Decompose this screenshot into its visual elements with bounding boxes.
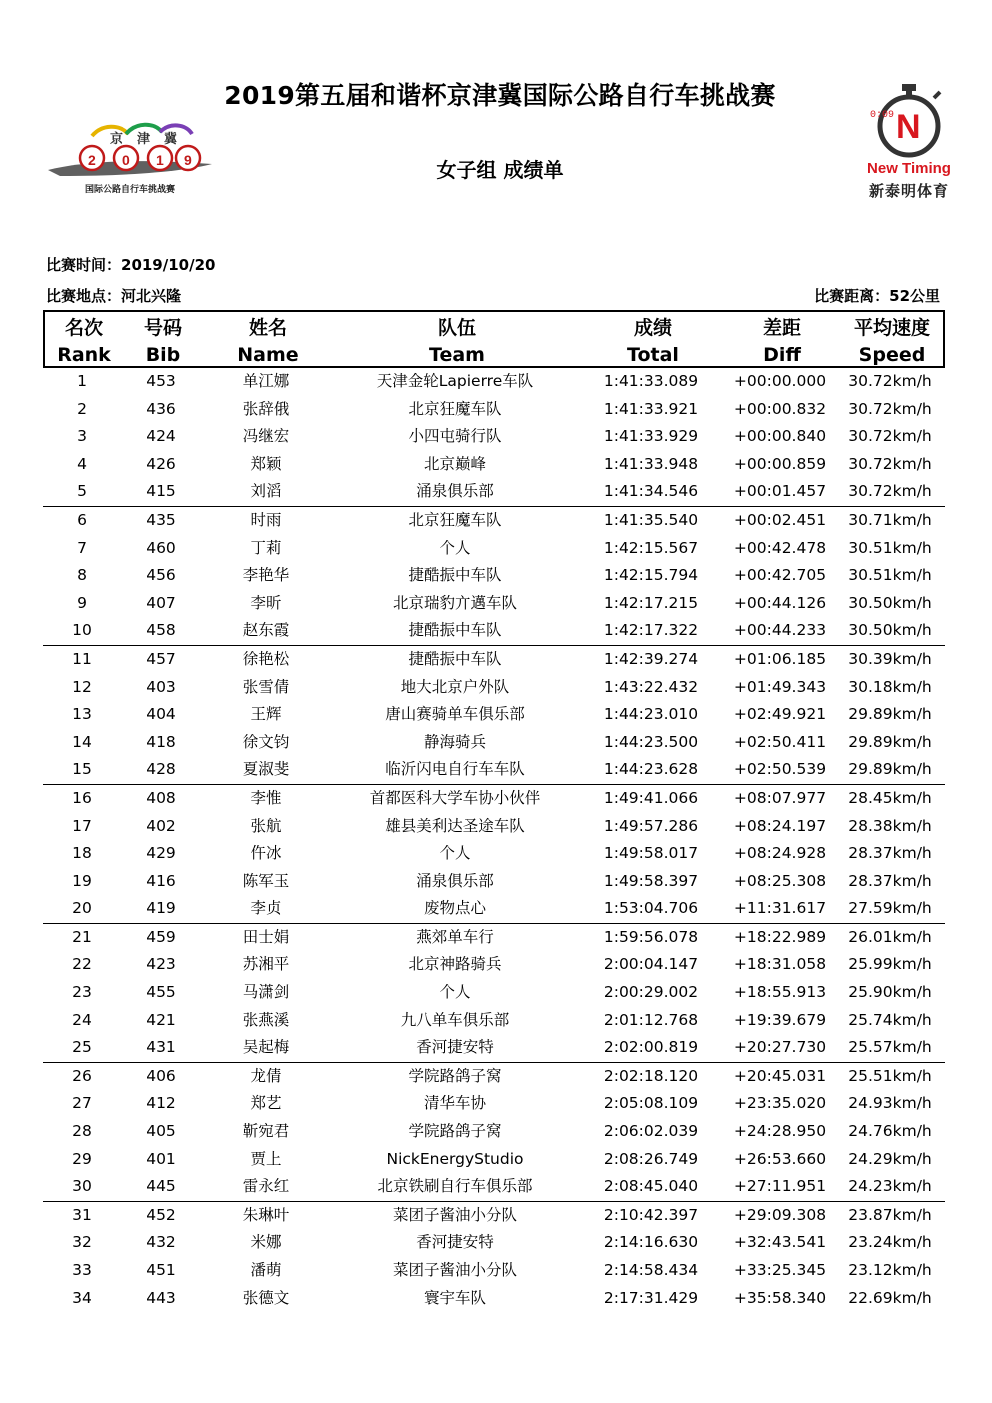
- results-table: [43, 310, 945, 1312]
- header-total: 成绩 Total: [627, 317, 679, 366]
- cell-name: 龙倩: [250, 1066, 282, 1085]
- cell-diff: +00:44.126: [733, 593, 827, 612]
- cell-team: 北京巅峰: [423, 454, 486, 473]
- cell-rank: 22: [72, 955, 92, 974]
- logo-digit: 0: [122, 152, 130, 168]
- cell-total: 2:08:45.040: [603, 1177, 699, 1196]
- cell-diff: +08:07.977: [733, 788, 827, 807]
- table-row: [43, 701, 945, 729]
- table-row: [43, 478, 945, 507]
- cell-speed: 23.87km/h: [848, 1205, 932, 1224]
- logo-digit: 1: [156, 152, 164, 168]
- table-row: [43, 1118, 945, 1146]
- cell-rank: 20: [72, 899, 92, 918]
- table-row: [43, 1007, 945, 1035]
- cell-diff: +01:49.343: [733, 677, 827, 696]
- cell-diff: +35:58.340: [733, 1288, 827, 1307]
- cell-name: 吴起梅: [242, 1038, 290, 1057]
- cell-rank: 27: [72, 1094, 92, 1113]
- cell-diff: +29:09.308: [733, 1205, 827, 1224]
- cell-rank: 4: [77, 454, 87, 473]
- cell-total: 2:06:02.039: [603, 1122, 699, 1141]
- cell-speed: 30.72km/h: [848, 482, 932, 501]
- race-location: 比赛地点：河北兴隆: [46, 287, 182, 305]
- cell-total: 1:41:33.929: [603, 427, 699, 446]
- race-date: 比赛时间：2019/10/20: [46, 256, 216, 274]
- cell-speed: 24.23km/h: [848, 1177, 932, 1196]
- cell-diff: +20:27.730: [733, 1038, 827, 1057]
- cell-name: 朱琳叶: [242, 1205, 290, 1224]
- logo-text: 京津冀: [110, 132, 192, 147]
- cell-diff: +27:11.951: [733, 1177, 827, 1196]
- cell-bib: 451: [146, 1261, 176, 1279]
- cell-bib: 405: [146, 1122, 176, 1141]
- cell-rank: 15: [72, 760, 92, 779]
- cell-bib: 426: [146, 454, 176, 473]
- cell-rank: 10: [72, 621, 92, 640]
- cell-total: 2:02:00.819: [603, 1038, 699, 1057]
- header-name: 姓名 Name: [237, 317, 299, 366]
- cell-name: 李贞: [250, 899, 282, 918]
- cell-team: 北京铁刷自行车俱乐部: [377, 1177, 533, 1196]
- cell-diff: +00:42.705: [733, 566, 827, 585]
- cell-total: 1:49:57.286: [603, 816, 699, 835]
- cell-speed: 30.50km/h: [848, 593, 932, 612]
- cell-name: 张辞俄: [242, 399, 290, 418]
- logo-digit: 2: [88, 152, 96, 168]
- cell-rank: 8: [77, 566, 87, 585]
- table-row: [43, 1257, 945, 1285]
- cell-total: 1:42:17.215: [603, 593, 699, 612]
- logo-digit: 9: [184, 152, 192, 168]
- cell-speed: 29.89km/h: [848, 760, 932, 779]
- cell-name: 郑艺: [250, 1094, 282, 1113]
- cell-bib: 415: [146, 482, 176, 501]
- cell-diff: +18:31.058: [733, 955, 827, 974]
- cell-rank: 13: [72, 705, 92, 724]
- table-row: [43, 535, 945, 563]
- cell-diff: +08:25.308: [733, 871, 827, 890]
- cell-diff: +00:44.233: [733, 621, 827, 640]
- cell-total: 1:49:41.066: [603, 788, 699, 807]
- table-row: [43, 895, 945, 924]
- table-row: [43, 756, 945, 785]
- table-row: [43, 840, 945, 868]
- cell-rank: 18: [72, 844, 92, 863]
- cell-diff: +01:06.185: [733, 649, 827, 668]
- cell-speed: 25.90km/h: [848, 983, 932, 1002]
- cell-speed: 26.01km/h: [848, 927, 932, 946]
- header-rank: 名次 Rank: [57, 317, 111, 366]
- cell-team: 天津金轮Lapierre车队: [376, 372, 534, 390]
- cell-total: 1:49:58.017: [603, 844, 699, 863]
- cell-team: 香河捷安特: [416, 1038, 494, 1057]
- cell-name: 马潇剑: [242, 983, 290, 1002]
- cell-team: 九八单车俱乐部: [400, 1010, 510, 1029]
- cell-bib: 404: [146, 705, 176, 724]
- cell-bib: 456: [146, 566, 176, 585]
- header-speed: 平均速度 Speed: [853, 317, 930, 366]
- cell-rank: 26: [72, 1066, 92, 1085]
- cell-speed: 30.72km/h: [848, 372, 932, 390]
- header-bib: 号码 Bib: [143, 317, 182, 366]
- cell-total: 1:44:23.010: [603, 705, 699, 724]
- clock-text: 0:09: [870, 110, 895, 121]
- cell-speed: 30.72km/h: [848, 399, 932, 418]
- cell-bib: 403: [146, 677, 176, 696]
- cell-speed: 28.37km/h: [848, 844, 932, 863]
- cell-speed: 29.89km/h: [848, 732, 932, 751]
- cell-bib: 402: [146, 816, 176, 835]
- header-team: 队伍 Team: [429, 317, 485, 366]
- cell-rank: 7: [77, 538, 87, 557]
- cell-diff: +00:00.859: [733, 454, 827, 473]
- cell-team: 学院路鸽子窝: [408, 1066, 502, 1085]
- cell-rank: 32: [72, 1233, 92, 1252]
- table-row: [43, 868, 945, 896]
- cell-name: 刘滔: [250, 482, 282, 501]
- cell-team: 个人: [439, 538, 471, 557]
- cell-bib: 435: [146, 510, 176, 529]
- cell-speed: 28.45km/h: [848, 788, 932, 807]
- cell-bib: 460: [146, 538, 176, 557]
- table-row: [43, 924, 945, 952]
- cell-speed: 30.71km/h: [848, 510, 932, 529]
- cell-total: 1:44:23.628: [603, 760, 699, 779]
- table-header: [43, 310, 945, 368]
- cell-total: 1:42:15.567: [603, 538, 699, 557]
- cell-diff: +24:28.950: [733, 1122, 827, 1141]
- cell-bib: 406: [146, 1066, 176, 1085]
- cell-rank: 14: [72, 732, 92, 751]
- cell-bib: 452: [146, 1205, 176, 1224]
- cell-name: 郑颖: [250, 454, 282, 473]
- cell-rank: 6: [77, 510, 87, 529]
- cell-total: 1:41:34.546: [603, 482, 699, 501]
- cell-bib: 407: [146, 593, 176, 612]
- cell-name: 冯继宏: [242, 427, 290, 446]
- cell-diff: +00:02.451: [733, 510, 827, 529]
- cell-diff: +20:45.031: [733, 1066, 827, 1085]
- table-row: [43, 674, 945, 702]
- cell-total: 1:59:56.078: [603, 927, 699, 946]
- cell-diff: +00:00.840: [733, 427, 827, 446]
- table-row: [43, 813, 945, 841]
- cell-name: 丁莉: [250, 538, 282, 557]
- cell-team: 清华车协: [423, 1094, 486, 1113]
- cell-bib: 445: [146, 1177, 176, 1196]
- cell-team: 北京神路骑兵: [408, 955, 502, 974]
- cell-team: 学院路鸽子窝: [408, 1122, 502, 1141]
- cell-bib: 453: [146, 372, 176, 390]
- cell-diff: +26:53.660: [733, 1149, 827, 1168]
- logo-caption: 国际公路自行车挑战赛: [84, 185, 175, 195]
- table-row: [43, 951, 945, 979]
- table-row: [43, 1034, 945, 1063]
- cell-name: 雷永红: [242, 1177, 290, 1196]
- cell-bib: 429: [146, 844, 176, 863]
- cell-total: 2:14:16.630: [603, 1233, 699, 1252]
- cell-team: 涌泉俱乐部: [416, 482, 494, 501]
- cell-name: 张航: [250, 816, 282, 835]
- cell-total: 2:02:18.120: [603, 1066, 699, 1085]
- table-row: [43, 1229, 945, 1257]
- cell-diff: +02:50.411: [733, 732, 827, 751]
- cell-diff: +19:39.679: [733, 1010, 827, 1029]
- cell-team: 寰宇车队: [423, 1288, 486, 1307]
- cell-rank: 17: [72, 816, 92, 835]
- table-row: [43, 562, 945, 590]
- cell-rank: 21: [72, 927, 92, 946]
- cell-bib: 419: [146, 899, 176, 918]
- cell-bib: 423: [146, 955, 176, 974]
- cell-bib: 443: [146, 1288, 176, 1307]
- cell-name: 苏湘平: [242, 955, 290, 974]
- cell-name: 靳宛君: [242, 1122, 290, 1141]
- cell-diff: +02:49.921: [733, 705, 827, 724]
- cell-speed: 25.51km/h: [848, 1066, 932, 1085]
- table-row: [43, 1146, 945, 1174]
- cell-diff: +18:22.989: [733, 927, 827, 946]
- cell-bib: 455: [146, 983, 176, 1002]
- cell-rank: 23: [72, 983, 92, 1002]
- cell-speed: 30.51km/h: [848, 566, 932, 585]
- table-row: [43, 1285, 945, 1313]
- cell-rank: 12: [72, 677, 92, 696]
- cell-bib: 412: [146, 1094, 176, 1113]
- cell-team: 北京狂魔车队: [408, 399, 502, 418]
- cell-bib: 428: [146, 760, 176, 779]
- cell-speed: 25.74km/h: [848, 1010, 932, 1029]
- cell-team: 废物点心: [423, 899, 486, 918]
- cell-speed: 24.76km/h: [848, 1122, 932, 1141]
- cell-diff: +00:00.000: [733, 372, 827, 390]
- table-row: [43, 979, 945, 1007]
- cell-name: 单江娜: [242, 372, 290, 390]
- cell-rank: 1: [77, 372, 87, 390]
- event-logo: [40, 118, 220, 200]
- cell-bib: 436: [146, 399, 176, 418]
- cell-team: 地大北京户外队: [400, 677, 510, 696]
- cell-name: 贾上: [250, 1149, 282, 1168]
- cell-team: NickEnergyStudio: [386, 1149, 524, 1168]
- brand-name-cn: 新泰明体育: [868, 182, 949, 200]
- cell-rank: 16: [72, 788, 92, 807]
- table-row: [43, 1202, 945, 1230]
- cell-total: 2:08:26.749: [603, 1149, 699, 1168]
- cell-name: 徐文钧: [242, 732, 290, 751]
- cell-name: 陈军玉: [242, 871, 290, 890]
- cell-rank: 34: [72, 1288, 92, 1307]
- cell-total: 2:00:29.002: [603, 983, 699, 1002]
- cell-diff: +00:00.832: [733, 399, 827, 418]
- cell-bib: 401: [146, 1149, 176, 1168]
- cell-bib: 431: [146, 1038, 176, 1057]
- timing-letter: N: [896, 108, 921, 146]
- cell-name: 李惟: [250, 788, 282, 807]
- cell-rank: 5: [77, 482, 87, 501]
- cell-rank: 28: [72, 1122, 92, 1141]
- cell-diff: +11:31.617: [733, 899, 827, 918]
- cell-rank: 31: [72, 1205, 92, 1224]
- table-body: [43, 368, 945, 1312]
- cell-total: 2:10:42.397: [603, 1205, 699, 1224]
- cell-name: 张德文: [242, 1288, 290, 1307]
- cell-team: 涌泉俱乐部: [416, 871, 494, 890]
- cell-name: 米娜: [250, 1233, 282, 1252]
- cell-team: 捷酷振中车队: [408, 566, 502, 585]
- cell-team: 唐山赛骑单车俱乐部: [385, 705, 525, 724]
- cell-speed: 25.57km/h: [848, 1038, 932, 1057]
- table-row: [43, 1063, 945, 1091]
- cell-speed: 30.72km/h: [848, 454, 932, 473]
- cell-total: 2:00:04.147: [603, 955, 699, 974]
- cell-rank: 33: [72, 1261, 92, 1279]
- timing-logo: [858, 82, 960, 204]
- cell-team: 菜团子酱油小分队: [392, 1261, 517, 1279]
- table-row: [43, 590, 945, 618]
- cell-total: 2:01:12.768: [603, 1010, 699, 1029]
- cell-speed: 29.89km/h: [848, 705, 932, 724]
- cell-total: 1:42:15.794: [603, 566, 699, 585]
- cell-total: 1:41:33.948: [603, 454, 699, 473]
- cell-bib: 458: [146, 621, 176, 640]
- table-row: [43, 1090, 945, 1118]
- cell-diff: +02:50.539: [733, 760, 827, 779]
- cell-name: 赵东霞: [242, 621, 290, 640]
- cell-speed: 24.29km/h: [848, 1149, 932, 1168]
- cell-bib: 432: [146, 1233, 176, 1252]
- table-row: [43, 785, 945, 813]
- cell-diff: +00:01.457: [733, 482, 827, 501]
- brand-name-en: New Timing: [867, 160, 951, 177]
- cell-team: 捷酷振中车队: [408, 649, 502, 668]
- cell-team: 个人: [439, 844, 471, 863]
- table-row: [43, 646, 945, 674]
- cell-name: 李艳华: [242, 566, 290, 585]
- cell-bib: 418: [146, 732, 176, 751]
- table-row: [43, 617, 945, 646]
- cell-name: 田士娟: [242, 927, 290, 946]
- cell-bib: 421: [146, 1010, 176, 1029]
- cell-total: 1:43:22.432: [603, 677, 699, 696]
- cell-team: 临沂闪电自行车车队: [385, 760, 525, 779]
- table-row: [43, 507, 945, 535]
- race-distance: 比赛距离：52公里: [814, 287, 940, 305]
- cell-rank: 25: [72, 1038, 92, 1057]
- cell-team: 捷酷振中车队: [408, 621, 502, 640]
- cell-team: 静海骑兵: [423, 732, 486, 751]
- cell-team: 北京瑞豹亣邁车队: [392, 593, 517, 612]
- cell-total: 2:14:58.434: [603, 1261, 699, 1279]
- cell-rank: 3: [77, 427, 87, 446]
- cell-diff: +00:42.478: [733, 538, 827, 557]
- cell-total: 2:17:31.429: [603, 1288, 699, 1307]
- cell-rank: 30: [72, 1177, 92, 1196]
- table-row: [43, 368, 945, 396]
- cell-team: 菜团子酱油小分队: [392, 1205, 517, 1224]
- cell-name: 张燕溪: [242, 1010, 290, 1029]
- cell-name: 时雨: [250, 510, 282, 529]
- cell-team: 香河捷安特: [416, 1233, 494, 1252]
- cell-diff: +18:55.913: [733, 983, 827, 1002]
- cell-total: 1:41:33.921: [603, 399, 699, 418]
- cell-rank: 19: [72, 871, 92, 890]
- cell-speed: 23.12km/h: [848, 1261, 932, 1279]
- table-row: [43, 1173, 945, 1202]
- cell-speed: 23.24km/h: [848, 1233, 932, 1252]
- cell-bib: 457: [146, 649, 176, 668]
- cell-diff: +23:35.020: [733, 1094, 827, 1113]
- cell-team: 燕郊单车行: [416, 927, 494, 946]
- cell-total: 1:42:17.322: [603, 621, 699, 640]
- cell-speed: 30.18km/h: [848, 677, 932, 696]
- cell-total: 1:42:39.274: [603, 649, 699, 668]
- cell-name: 徐艳松: [242, 649, 290, 668]
- cell-speed: 27.59km/h: [848, 899, 932, 918]
- header-diff: 差距 Diff: [762, 317, 801, 366]
- cell-speed: 22.69km/h: [848, 1288, 932, 1307]
- cell-total: 1:41:33.089: [603, 372, 699, 390]
- cell-speed: 30.50km/h: [848, 621, 932, 640]
- cell-total: 1:41:35.540: [603, 510, 699, 529]
- cell-team: 个人: [439, 983, 471, 1002]
- cell-name: 仵冰: [250, 844, 282, 863]
- table-row: [43, 423, 945, 451]
- cell-speed: 30.72km/h: [848, 427, 932, 446]
- cell-bib: 416: [146, 871, 176, 890]
- table-row: [43, 396, 945, 424]
- cell-speed: 28.37km/h: [848, 871, 932, 890]
- cell-name: 潘萌: [250, 1261, 282, 1279]
- cell-total: 1:44:23.500: [603, 732, 699, 751]
- cell-team: 首都医科大学车协小伙伴: [369, 788, 541, 807]
- cell-bib: 459: [146, 927, 176, 946]
- cell-diff: +08:24.928: [733, 844, 827, 863]
- cell-total: 1:53:04.706: [603, 899, 699, 918]
- cell-speed: 25.99km/h: [848, 955, 932, 974]
- cell-name: 王辉: [250, 705, 282, 724]
- cell-speed: 24.93km/h: [848, 1094, 932, 1113]
- cell-diff: +08:24.197: [733, 816, 827, 835]
- cell-name: 李昕: [250, 593, 282, 612]
- cell-speed: 30.39km/h: [848, 649, 932, 668]
- page-subtitle: 女子组 成绩单: [436, 158, 564, 182]
- table-row: [43, 451, 945, 479]
- cell-speed: 28.38km/h: [848, 816, 932, 835]
- cell-name: 张雪倩: [242, 677, 290, 696]
- cell-rank: 29: [72, 1149, 92, 1168]
- cell-total: 2:05:08.109: [603, 1094, 699, 1113]
- cell-team: 小四屯骑行队: [408, 427, 502, 446]
- cell-rank: 11: [72, 649, 92, 668]
- cell-team: 北京狂魔车队: [408, 510, 502, 529]
- cell-diff: +33:25.345: [733, 1261, 827, 1279]
- cell-name: 夏淑斐: [242, 760, 290, 779]
- cell-total: 1:49:58.397: [603, 871, 699, 890]
- table-row: [43, 729, 945, 757]
- cell-team: 雄县美利达圣途车队: [385, 816, 525, 835]
- cell-bib: 424: [146, 427, 176, 446]
- cell-speed: 30.51km/h: [848, 538, 932, 557]
- cell-bib: 408: [146, 788, 176, 807]
- page-title: 2019第五届和谐杯京津冀国际公路自行车挑战赛: [224, 81, 776, 110]
- cell-rank: 24: [72, 1010, 92, 1029]
- cell-diff: +32:43.541: [733, 1233, 827, 1252]
- cell-rank: 9: [77, 593, 87, 612]
- cell-rank: 2: [77, 399, 87, 418]
